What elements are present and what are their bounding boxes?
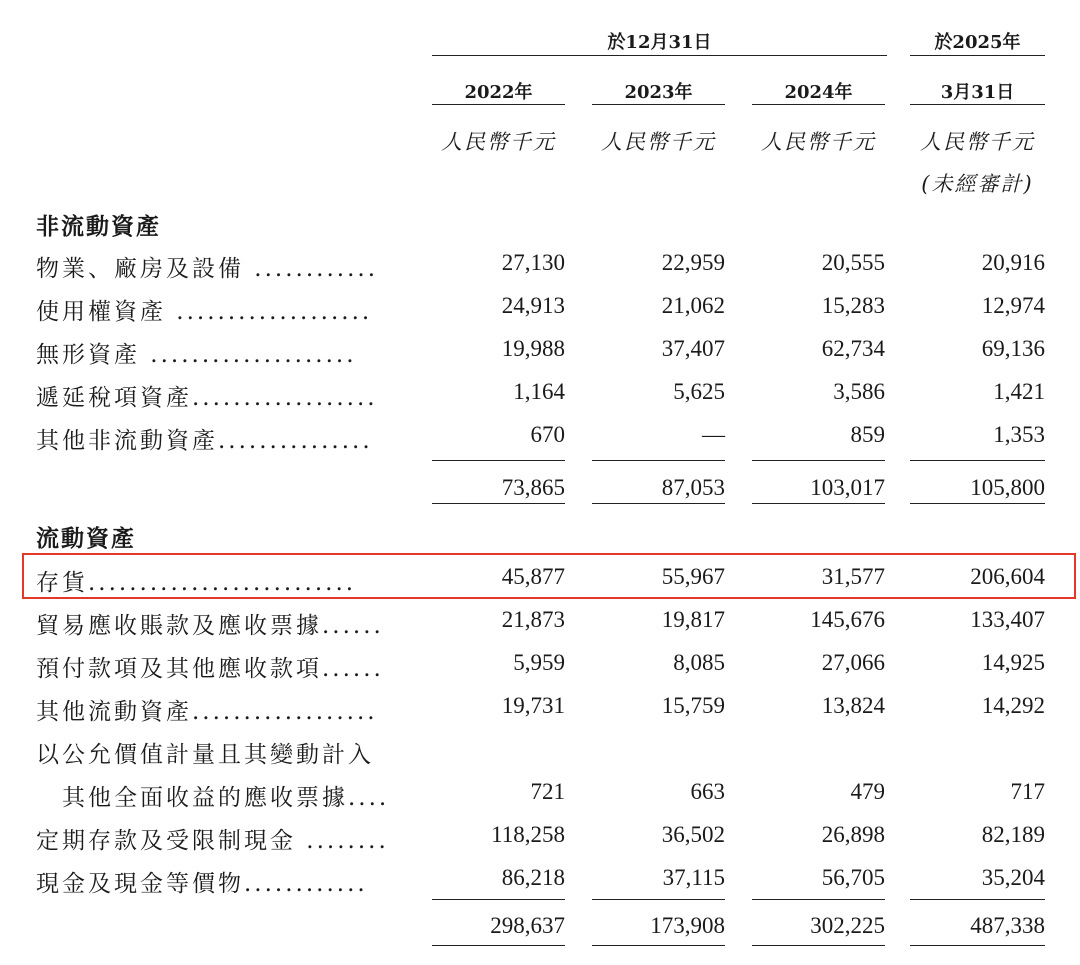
row-value: 1,164 bbox=[513, 379, 565, 404]
unit-label: 人民幣千元 bbox=[920, 130, 1035, 154]
subtotal-rule bbox=[432, 503, 565, 504]
row-value: 22,959 bbox=[661, 250, 725, 275]
row-label: 物業、廠房及設備 ............ bbox=[36, 256, 379, 282]
row-value: 26,898 bbox=[821, 822, 885, 847]
row-value: 27,130 bbox=[501, 250, 565, 275]
subtotal-rule bbox=[432, 945, 565, 946]
row-value: 8,085 bbox=[673, 650, 725, 675]
row-value: 1,421 bbox=[993, 379, 1045, 404]
row-value: 62,734 bbox=[821, 336, 885, 361]
row-label: 遞延稅項資產.................. bbox=[36, 385, 378, 411]
row-value: 14,925 bbox=[981, 650, 1045, 675]
subtotal-rule bbox=[910, 899, 1045, 900]
row-value: 1,353 bbox=[993, 422, 1045, 447]
col-rule bbox=[432, 104, 565, 105]
row-value: 302,225 bbox=[810, 913, 885, 938]
row-value: 721 bbox=[530, 779, 565, 804]
row-label: 其他全面收益的應收票據.... bbox=[62, 785, 390, 811]
row-value: 45,877 bbox=[501, 564, 565, 589]
row-value: 859 bbox=[850, 422, 885, 447]
row-value: 21,062 bbox=[661, 293, 725, 318]
col-header-2022: 2022年 bbox=[464, 82, 533, 103]
row-value: 670 bbox=[530, 422, 565, 447]
row-value: 105,800 bbox=[970, 475, 1045, 500]
row-value: 31,577 bbox=[821, 564, 885, 589]
subtotal-rule bbox=[752, 460, 885, 461]
row-value: 19,731 bbox=[501, 693, 565, 718]
row-value: 56,705 bbox=[821, 865, 885, 890]
subtotal-rule bbox=[752, 945, 885, 946]
unaudited-label: (未經審計) bbox=[921, 172, 1034, 196]
subtotal-rule bbox=[752, 503, 885, 504]
row-value: 133,407 bbox=[970, 607, 1045, 632]
unit-label: 人民幣千元 bbox=[601, 130, 716, 154]
row-label: 存貨.......................... bbox=[36, 570, 357, 596]
row-value: 20,916 bbox=[981, 250, 1045, 275]
row-value: 15,283 bbox=[821, 293, 885, 318]
subtotal-rule bbox=[592, 899, 725, 900]
row-value: 87,053 bbox=[661, 475, 725, 500]
row-value: 12,974 bbox=[981, 293, 1045, 318]
row-value: 298,637 bbox=[490, 913, 565, 938]
row-value: 35,204 bbox=[981, 865, 1045, 890]
col-header-mar31: 3月31日 bbox=[940, 82, 1015, 103]
row-value: 5,959 bbox=[513, 650, 565, 675]
row-label: 以公允價值計量且其變動計入 bbox=[36, 742, 374, 768]
highlight-box bbox=[22, 553, 1076, 599]
row-value: 663 bbox=[690, 779, 725, 804]
row-value: 5,625 bbox=[673, 379, 725, 404]
row-value: 103,017 bbox=[810, 475, 885, 500]
col-rule bbox=[592, 104, 725, 105]
row-value: 3,586 bbox=[833, 379, 885, 404]
row-label: 無形資產 .................... bbox=[36, 342, 357, 368]
row-value: 24,913 bbox=[501, 293, 565, 318]
row-value: 173,908 bbox=[650, 913, 725, 938]
row-label: 使用權資產 ................... bbox=[36, 299, 373, 325]
header-group-dec31: 於12月31日 bbox=[607, 32, 712, 53]
row-value: 73,865 bbox=[501, 475, 565, 500]
header-group-2025: 於2025年 bbox=[934, 32, 1021, 53]
subtotal-rule bbox=[910, 460, 1045, 461]
subtotal-rule bbox=[752, 899, 885, 900]
row-value: 14,292 bbox=[981, 693, 1045, 718]
subtotal-rule bbox=[592, 945, 725, 946]
subtotal-rule bbox=[592, 460, 725, 461]
row-value: — bbox=[702, 422, 725, 447]
header-group-rule-2 bbox=[910, 55, 1045, 56]
header-group-rule bbox=[432, 55, 887, 56]
row-label: 現金及現金等價物............ bbox=[36, 871, 368, 897]
subtotal-rule bbox=[432, 899, 565, 900]
row-label: 貿易應收賬款及應收票據...... bbox=[36, 613, 384, 639]
row-value: 19,988 bbox=[501, 336, 565, 361]
col-header-2023: 2023年 bbox=[624, 82, 693, 103]
row-value: 27,066 bbox=[821, 650, 885, 675]
row-label: 預付款項及其他應收款項...... bbox=[36, 656, 384, 682]
unit-label: 人民幣千元 bbox=[761, 130, 876, 154]
row-value: 19,817 bbox=[661, 607, 725, 632]
row-label: 其他非流動資產............... bbox=[36, 428, 373, 454]
section-title-non-current: 非流動資產 bbox=[36, 213, 161, 240]
row-value: 55,967 bbox=[661, 564, 725, 589]
row-label: 定期存款及受限制現金 ........ bbox=[36, 828, 389, 854]
row-value: 21,873 bbox=[501, 607, 565, 632]
row-value: 118,258 bbox=[491, 822, 565, 847]
row-value: 13,824 bbox=[821, 693, 885, 718]
row-value: 69,136 bbox=[981, 336, 1045, 361]
row-value: 36,502 bbox=[661, 822, 725, 847]
row-label: 其他流動資產.................. bbox=[36, 699, 378, 725]
col-header-2024: 2024年 bbox=[784, 82, 853, 103]
row-value: 37,407 bbox=[661, 336, 725, 361]
subtotal-rule bbox=[432, 460, 565, 461]
col-rule bbox=[910, 104, 1045, 105]
row-value: 37,115 bbox=[662, 865, 725, 890]
subtotal-rule bbox=[910, 503, 1045, 504]
row-value: 145,676 bbox=[810, 607, 885, 632]
row-value: 206,604 bbox=[970, 564, 1045, 589]
unit-label: 人民幣千元 bbox=[441, 130, 556, 154]
row-value: 86,218 bbox=[501, 865, 565, 890]
row-value: 479 bbox=[850, 779, 885, 804]
row-value: 15,759 bbox=[661, 693, 725, 718]
subtotal-rule bbox=[910, 945, 1045, 946]
subtotal-rule bbox=[592, 503, 725, 504]
section-title-current: 流動資產 bbox=[36, 525, 136, 552]
col-rule bbox=[752, 104, 885, 105]
row-value: 82,189 bbox=[981, 822, 1045, 847]
row-value: 20,555 bbox=[821, 250, 885, 275]
row-value: 717 bbox=[1010, 779, 1045, 804]
row-value: 487,338 bbox=[970, 913, 1045, 938]
